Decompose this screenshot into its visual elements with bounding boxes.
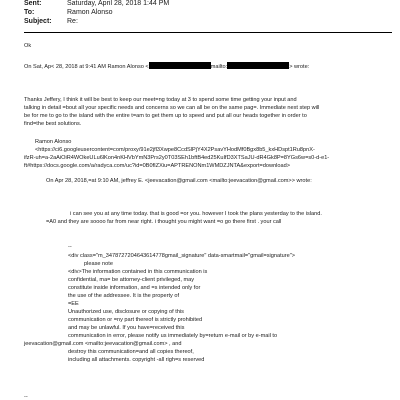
subject-value: Re: [67, 18, 78, 25]
quoted-line: i can see you at any time today. that is good =or you. however I took the plans yesterday to the island. [70, 211, 322, 217]
redaction-block [149, 62, 211, 69]
disclaimer-line: <div class="m_3478727204643614778gmail_signature" data-smartmail="gmail=signature"> [68, 253, 296, 259]
disclaimer-line: jeevacation@gmail.com <mailto:jeevacation@gmail.com> , and [24, 341, 182, 347]
quoted-line: =A0 and they are soooo far from near right. i thought you might want =o go there first . your call [46, 219, 282, 225]
reply-line-mid: mailto: [210, 63, 228, 70]
subject-row [24, 18, 78, 26]
para1-line: Thanks Jeffery, I think it will be best to keep our meet=ng today at 3 to spend some time getting your input and [24, 97, 297, 103]
ellipsis-marker: -- [68, 244, 72, 250]
para1-line: find=the best solutions. [24, 121, 82, 127]
reply-line-end: > wrote: [289, 63, 310, 70]
ok-line: Ok [24, 43, 32, 49]
disclaimer-line: communication or =ny part thereof is strictly prohibited [68, 317, 203, 323]
disclaimer-line: =EE [68, 301, 79, 307]
signature-link-line: ifzR-uh=a-2aAiOiR4WOkeULu6lKon4nKHVbYmN3Prs2y0T03SEh1bftB4ed25KuIfD3XTSaJU-dR4Gk8P=8YGs6w=s0-d-e1- [24, 155, 330, 161]
disclaimer-line: confidential, ma= be attorney-client privileged, may [68, 277, 195, 283]
disclaimer-line: Unauthorized use, disclosure or copying of this [68, 309, 184, 315]
disclaimer-line: and may be unlawful. If you have=received this [68, 325, 185, 331]
disclaimer-line: constitute inside information, and =s intended only for [68, 285, 201, 291]
sent-value: Saturday, April 28, 2018 1:44 PM [67, 0, 170, 7]
para1-line: talking in detail =bout all your specific needs and concerns so we can all be on the same pag=. Immediate next step will [24, 105, 320, 111]
signature-link-line: <https://ci6.googleusercontent=com/proxy/91e2jfl3Xwpe8CcdSlPjY4X2PsavYHodMf0Bgx8b5_kxHDspt1Ru8pnX- [35, 147, 315, 153]
para1-line: be for me to go to the island with the entire t=am to get them up to speed and put all our heads together in order to [24, 113, 307, 119]
disclaimer-line: destroy this communication=and all copies thereof, [68, 349, 194, 355]
disclaimer-line: the use of the addressee. It is the property of [68, 293, 180, 299]
disclaimer-line: including all attachments. copyright -all righ=s reserved [68, 357, 205, 363]
redaction-block [227, 62, 289, 69]
bottom-marker: -- [24, 394, 28, 400]
header-divider [24, 32, 392, 33]
disclaimer-line: <div>The information contained in this communication is [68, 269, 208, 275]
to-value: Ramon Alonso [67, 9, 113, 16]
disclaimer-line: please note [84, 261, 113, 267]
sent-row [24, 0, 169, 8]
subject-label: Subject: [24, 18, 52, 25]
reply-line-start: On Sat, Ap< 28, 2018 at 9:41 AM Ramon Alonso < [24, 63, 149, 70]
disclaimer-line: communication in error, please notify us immediately by=return e-mail or by e-mail to [68, 333, 278, 339]
signature-name: Ramon Alonso [35, 139, 72, 145]
signature-link-line: ft#https://docs.google.com/a/radyca.com/uc?id=0B0fIZXiu=APTRENONm1WMDZJNTA&export=download> [24, 163, 291, 169]
reply-header-line [24, 62, 309, 71]
to-label: To: [24, 9, 35, 16]
quote-header-line: On Apr 28, 2018,=at 9:10 AM, jeffrey E. <jeevacation@gmail.com <mailto:jeevacation@gmail.com>> wrote: [46, 178, 312, 184]
sent-label: Sent: [24, 0, 42, 7]
to-row [24, 9, 113, 17]
